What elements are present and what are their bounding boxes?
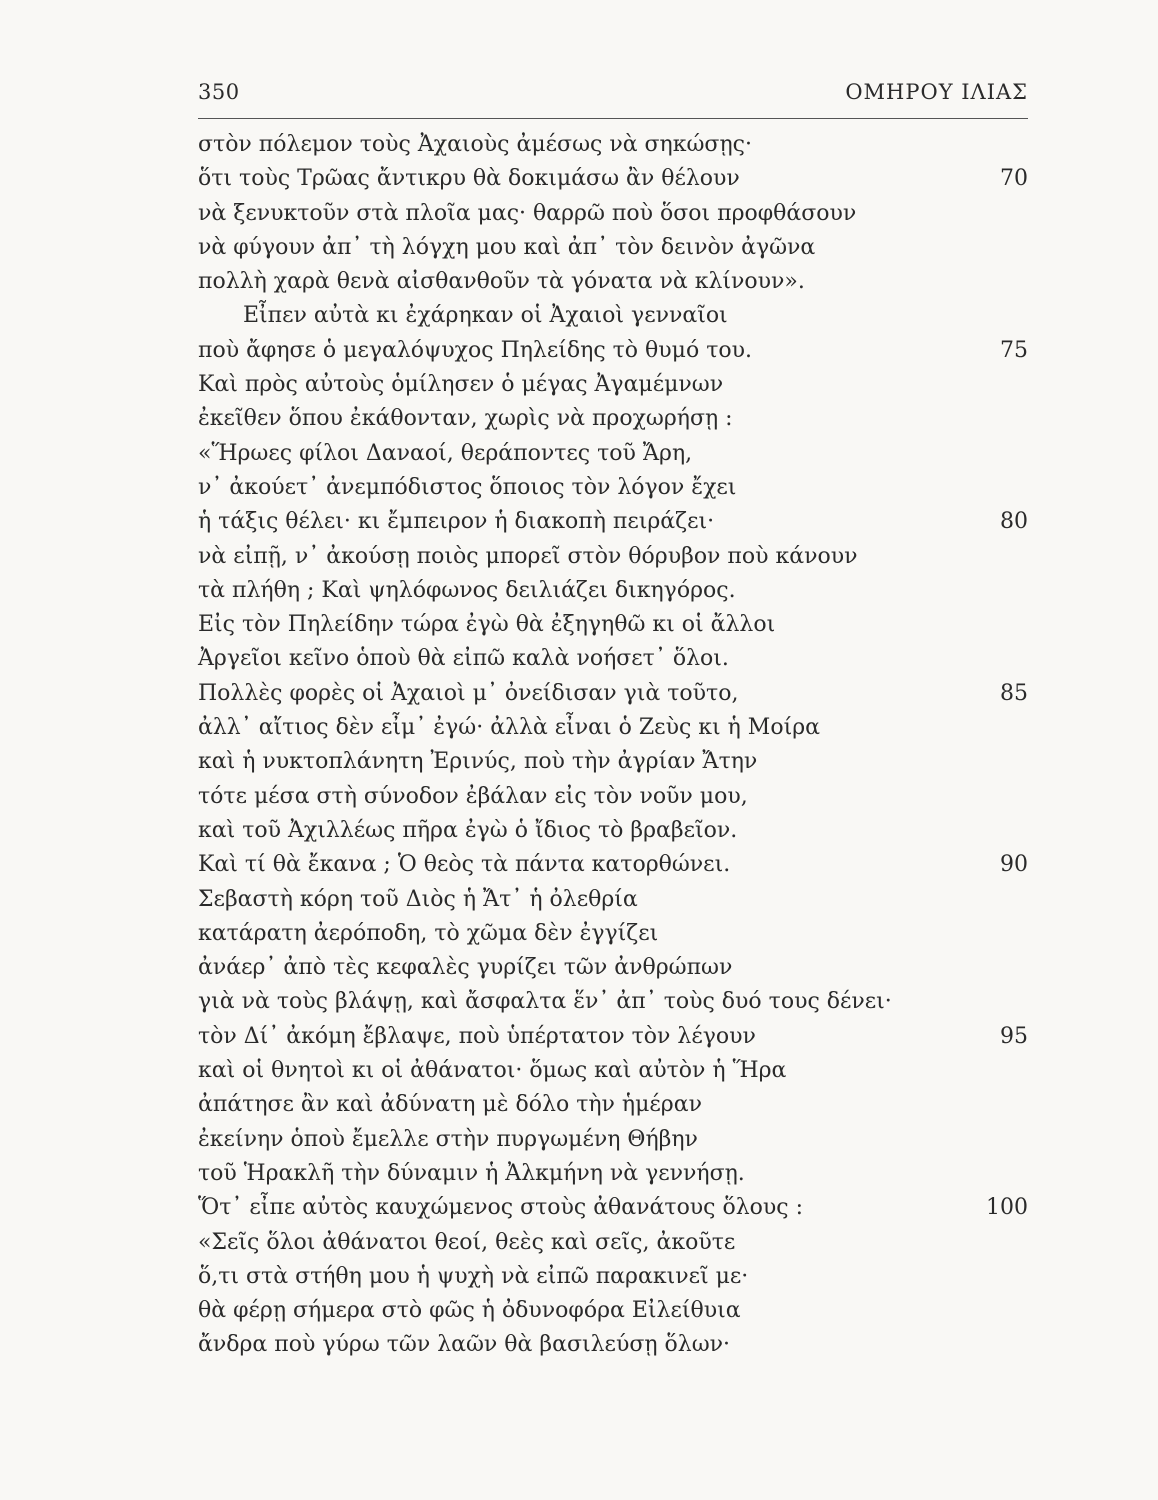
verse-text: ἐκεῖθεν ὅπου ἐκάθονταν, χωρὶς νὰ προχωρήσῃ : <box>198 406 733 432</box>
verse-text: καὶ οἱ θνητοὶ κι οἱ ἀθάνατοι· ὅμως καὶ αὐτὸν ἡ Ἥρα <box>198 1058 787 1084</box>
verse-line <box>198 711 1038 745</box>
line-number: 90 <box>1000 852 1028 878</box>
verse-text: Πολλὲς φορὲς οἱ Ἀχαιοὶ μ᾽ ὀνείδισαν γιὰ τοῦτο, <box>198 680 739 706</box>
verse-text: ἐκείνην ὁποὺ ἔμελλε στὴν πυργωμένη Θήβην <box>198 1126 698 1152</box>
verse-line <box>198 848 1038 882</box>
verse-line <box>198 162 1038 196</box>
verse-text: ποὺ ἄφησε ὁ μεγαλόψυχος Πηλείδης τὸ θυμό του. <box>198 337 752 363</box>
verse-line <box>198 505 1038 539</box>
verse-line <box>198 677 1038 711</box>
verse-line <box>198 780 1038 814</box>
line-number: 85 <box>1000 680 1028 706</box>
verse-line <box>198 1226 1038 1260</box>
verse-text: ν᾽ ἀκούετ᾽ ἀνεμπόδιστος ὅποιος τὸν λόγον ἔχει <box>198 474 737 500</box>
verse-line <box>198 608 1038 642</box>
verse-line <box>198 574 1038 608</box>
line-number: 70 <box>1000 166 1028 192</box>
page-header <box>198 78 1028 119</box>
verse-text: κατάρατη ἀερόποδη, τὸ χῶμα δὲν ἐγγίζει <box>198 920 659 946</box>
verse-text: πολλὴ χαρὰ θενὰ αἰσθανθοῦν τὰ γόνατα νὰ κλίνουν». <box>198 269 805 295</box>
verse-block <box>198 128 1038 1363</box>
verse-text: νὰ εἰπῇ, ν᾽ ἀκούσῃ ποιὸς μπορεῖ στὸν θόρυβον ποὺ κάνουν <box>198 543 858 569</box>
verse-line <box>198 437 1038 471</box>
verse-text: νὰ φύγουν ἀπ᾽ τὴ λόγχη μου καὶ ἀπ᾽ τὸν δεινὸν ἀγῶνα <box>198 234 816 260</box>
verse-line <box>198 1294 1038 1328</box>
page-number: 350 <box>198 80 240 104</box>
verse-text: Εἶπεν αὐτὰ κι ἐχάρηκαν οἱ Ἀχαιοὶ γενναῖοι <box>243 303 728 329</box>
verse-text: τοῦ Ἡρακλῆ τὴν δύναμιν ἡ Ἀλκμήνη νὰ γεννήσῃ. <box>198 1160 745 1186</box>
verse-text: Εἰς τὸν Πηλείδην τώρα ἐγὼ θὰ ἐξηγηθῶ κι οἱ ἄλλοι <box>198 612 776 638</box>
line-number: 75 <box>1000 337 1028 363</box>
verse-text: «Σεῖς ὅλοι ἀθάνατοι θεοί, θεὲς καὶ σεῖς, ἀκοῦτε <box>198 1229 736 1255</box>
verse-line <box>198 1123 1038 1157</box>
verse-line <box>198 197 1038 231</box>
verse-line <box>198 231 1038 265</box>
verse-line <box>198 951 1038 985</box>
verse-text: καὶ τοῦ Ἀχιλλέως πῆρα ἐγὼ ὁ ἴδιος τὸ βραβεῖον. <box>198 817 738 843</box>
verse-text: τότε μέσα στὴ σύνοδον ἐβάλαν εἰς τὸν νοῦν μου, <box>198 783 748 809</box>
verse-text: ὅτι τοὺς Τρῶας ἄντικρυ θὰ δοκιμάσω ἂν θέλουν <box>198 166 740 192</box>
verse-text: ἀνάερ᾽ ἀπὸ τὲς κεφαλὲς γυρίζει τῶν ἀνθρώπων <box>198 955 733 981</box>
verse-line <box>198 1020 1038 1054</box>
verse-text: ἡ τάξις θέλει· κι ἔμπειρον ἡ διακοπὴ πειράζει· <box>198 509 715 535</box>
verse-line <box>198 1260 1038 1294</box>
verse-text: ἄνδρα ποὺ γύρω τῶν λαῶν θὰ βασιλεύσῃ ὅλων· <box>198 1332 731 1358</box>
verse-text: Καὶ τί θὰ ἔκανα ; Ὁ θεὸς τὰ πάντα κατορθώνει. <box>198 852 731 878</box>
verse-line <box>198 1088 1038 1122</box>
verse-line <box>198 883 1038 917</box>
verse-line <box>198 299 1038 333</box>
verse-text: Σεβαστὴ κόρη τοῦ Διὸς ἡ Ἄτ᾽ ἡ ὀλεθρία <box>198 886 638 912</box>
verse-line <box>198 471 1038 505</box>
verse-line <box>198 1157 1038 1191</box>
verse-text: «Ἥρωες φίλοι Δαναοί, θεράποντες τοῦ Ἄρη, <box>198 440 693 466</box>
verse-line <box>198 814 1038 848</box>
verse-line <box>198 985 1038 1019</box>
verse-text: τὰ πλήθη ; Καὶ ψηλόφωνος δειλιάζει δικηγόρος. <box>198 577 736 603</box>
verse-text: στὸν πόλεμον τοὺς Ἀχαιοὺς ἀμέσως νὰ σηκώσῃς· <box>198 132 752 157</box>
verse-text: θὰ φέρῃ σήμερα στὸ φῶς ἡ ὀδυνοφόρα Εἰλείθυια <box>198 1298 741 1324</box>
verse-text: νὰ ξενυκτοῦν στὰ πλοῖα μας· θαρρῶ ποὺ ὅσοι προφθάσουν <box>198 200 857 226</box>
verse-line <box>198 540 1038 574</box>
verse-line <box>198 402 1038 436</box>
verse-line <box>198 334 1038 368</box>
verse-text: γιὰ νὰ τοὺς βλάψῃ, καὶ ἄσφαλτα ἕν᾽ ἀπ᾽ τοὺς δυό τους δένει· <box>198 989 892 1015</box>
verse-line <box>198 745 1038 779</box>
verse-text: τὸν Δί᾽ ἀκόμη ἔβλαψε, ποὺ ὑπέρτατον τὸν λέγουν <box>198 1023 756 1049</box>
line-number: 95 <box>1000 1023 1028 1049</box>
verse-line <box>198 128 1038 162</box>
verse-line <box>198 368 1038 402</box>
verse-text: ἀπάτησε ἂν καὶ ἀδύνατη μὲ δόλο τὴν ἡμέραν <box>198 1092 702 1118</box>
verse-text: Ὅτ᾽ εἶπε αὐτὸς καυχώμενος στοὺς ἀθανάτους ὅλους : <box>198 1195 804 1221</box>
verse-text: ἀλλ᾽ αἴτιος δὲν εἶμ᾽ ἐγώ· ἀλλὰ εἶναι ὁ Ζεὺς κι ἡ Μοίρα <box>198 715 820 741</box>
running-title: ΟΜΗΡΟΥ ΙΛΙΑΣ <box>845 80 1028 104</box>
verse-line <box>198 265 1038 299</box>
verse-line <box>198 642 1038 676</box>
verse-text: Καὶ πρὸς αὐτοὺς ὁμίλησεν ὁ μέγας Ἀγαμέμνων <box>198 372 724 398</box>
verse-line <box>198 917 1038 951</box>
verse-line <box>198 1328 1038 1362</box>
verse-text: ὅ,τι στὰ στήθη μου ἡ ψυχὴ νὰ εἰπῶ παρακινεῖ με· <box>198 1263 749 1289</box>
verse-text: καὶ ἡ νυκτοπλάνητη Ἐρινύς, ποὺ τὴν ἀγρίαν Ἄτην <box>198 749 758 775</box>
verse-line <box>198 1054 1038 1088</box>
verse-text: Ἀργεῖοι κεῖνο ὁποὺ θὰ εἰπῶ καλὰ νοήσετ᾽ ὅλοι. <box>198 646 729 672</box>
line-number: 100 <box>986 1195 1028 1221</box>
verse-line <box>198 1191 1038 1225</box>
line-number: 80 <box>1000 509 1028 535</box>
